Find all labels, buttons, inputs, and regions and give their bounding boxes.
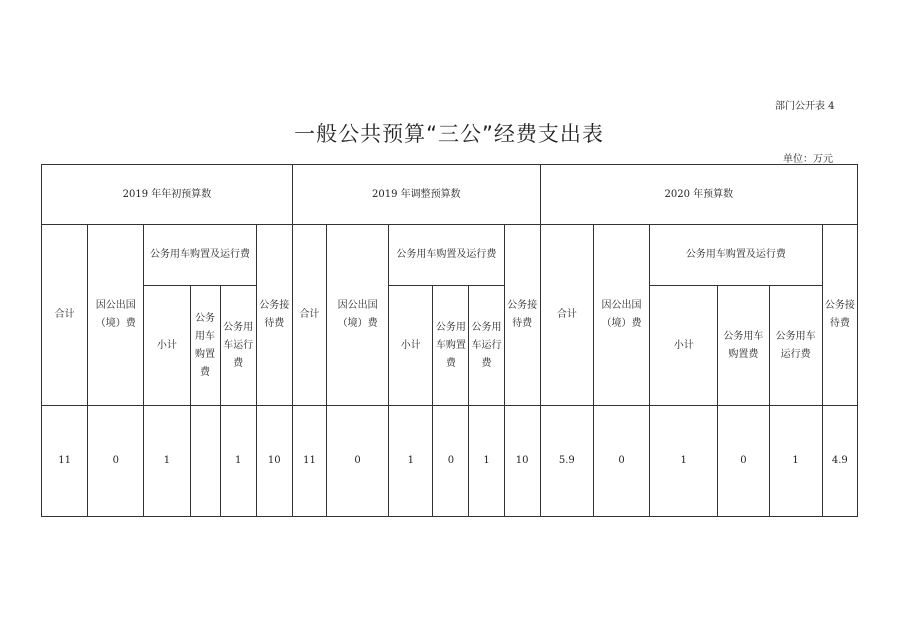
value-total: 5.9 xyxy=(540,406,593,517)
header-vehicle-group: 公务用车购置及运行费 xyxy=(650,225,823,286)
page-title: 一般公共预算“三公”经费支出表 xyxy=(294,122,604,146)
group-2019-adjusted: 2019 年调整预算数 xyxy=(292,165,540,225)
value-reception: 10 xyxy=(504,406,540,517)
header-vehicle-group: 公务用车购置及运行费 xyxy=(389,225,504,286)
value-abroad: 0 xyxy=(327,406,389,517)
value-operation: 1 xyxy=(469,406,504,517)
header-total: 合计 xyxy=(42,225,88,406)
group-2019-initial: 2019 年年初预算数 xyxy=(42,165,293,225)
value-purchase xyxy=(190,406,220,517)
group-header-row xyxy=(42,165,858,225)
value-subtotal: 1 xyxy=(650,406,718,517)
header-reception: 公务接待费 xyxy=(256,225,292,406)
value-operation: 1 xyxy=(220,406,256,517)
header-operation: 公务用车运行费 xyxy=(220,286,256,406)
header-operation: 公务用车运行费 xyxy=(469,286,504,406)
header-row-1 xyxy=(42,225,858,286)
value-subtotal: 1 xyxy=(389,406,433,517)
header-vehicle-group: 公务用车购置及运行费 xyxy=(144,225,256,286)
document-code: 部门公开表 4 xyxy=(775,101,835,112)
value-operation: 1 xyxy=(769,406,822,517)
table-row xyxy=(42,406,858,517)
value-purchase: 0 xyxy=(433,406,469,517)
budget-table xyxy=(41,164,858,517)
header-reception: 公务接待费 xyxy=(504,225,540,406)
header-purchase: 公务用车购置费 xyxy=(190,286,220,406)
value-total: 11 xyxy=(292,406,326,517)
header-purchase: 公务用车购置费 xyxy=(718,286,769,406)
header-purchase: 公务用车购置费 xyxy=(433,286,469,406)
header-abroad: 因公出国（境）费 xyxy=(88,225,144,406)
header-reception: 公务接待费 xyxy=(822,225,857,406)
value-subtotal: 1 xyxy=(144,406,190,517)
header-total: 合计 xyxy=(540,225,593,406)
header-total: 合计 xyxy=(292,225,326,406)
value-total: 11 xyxy=(42,406,88,517)
value-abroad: 0 xyxy=(593,406,649,517)
value-reception: 4.9 xyxy=(822,406,857,517)
header-subtotal: 小计 xyxy=(144,286,190,406)
value-purchase: 0 xyxy=(718,406,769,517)
header-subtotal: 小计 xyxy=(650,286,718,406)
unit-label: 单位：万元 xyxy=(783,154,833,165)
value-abroad: 0 xyxy=(88,406,144,517)
group-2020: 2020 年预算数 xyxy=(540,165,857,225)
header-abroad: 因公出国（境）费 xyxy=(327,225,389,406)
value-reception: 10 xyxy=(256,406,292,517)
header-subtotal: 小计 xyxy=(389,286,433,406)
header-row-2 xyxy=(42,286,858,406)
header-operation: 公务用车运行费 xyxy=(769,286,822,406)
header-abroad: 因公出国（境）费 xyxy=(593,225,649,406)
